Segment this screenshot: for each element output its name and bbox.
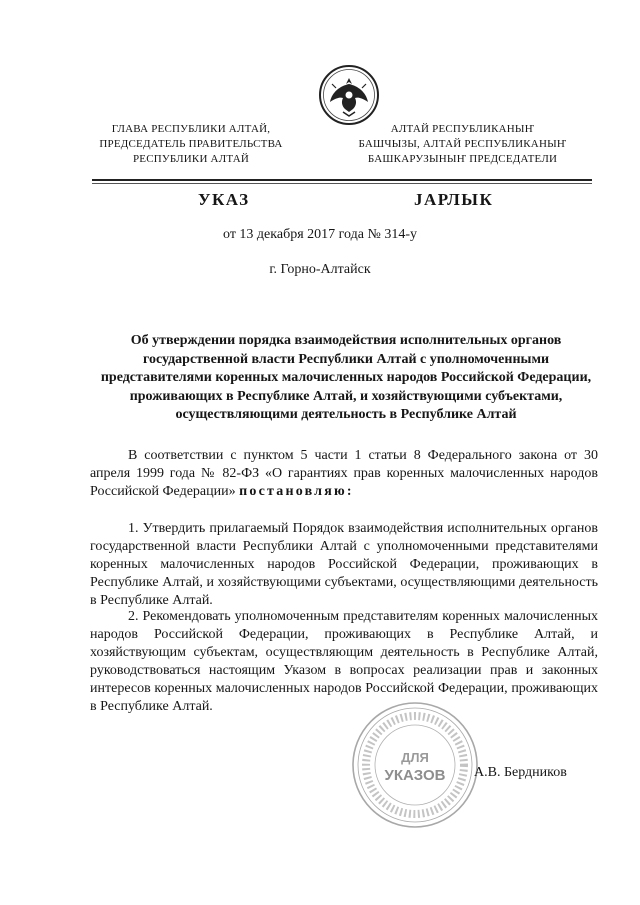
stamp-seal (350, 700, 480, 830)
header-right-block (330, 122, 595, 167)
header-divider-thin (92, 183, 592, 184)
signer-name: А.В. Бердников (474, 765, 567, 780)
item-1-paragraph: 1. Утвердить прилагаемый Порядок взаимодействия исполнительных органов государственной власти Республики Алтай с уполномоченными представителями коренных малочисленных народов Российской Федерации, проживающих в Республике Алтай, и хозяйствующими субъектами, осуществляющими деятельность в Республике Алтай. (90, 521, 598, 608)
stamp-text-line1: ДЛЯ (401, 750, 429, 765)
coat-of-arms-icon (318, 64, 380, 126)
preamble-decree: постановляю: (239, 484, 354, 499)
doc-date-number: от 13 декабря 2017 года № 314-у (223, 227, 417, 242)
header-right-line: БАШКАРУЗЫНЫҤ ПРЕДСЕДАТЕЛИ (367, 153, 558, 165)
doc-city: г. Горно-Алтайск (269, 262, 371, 277)
header-left-line: ГЛАВА РЕСПУБЛИКИ АЛТАЙ, (111, 123, 271, 135)
preamble-text: В соответствии с пунктом 5 части 1 статьи 8 Федерального закона от 30 апреля 1999 года № 82-ФЗ «О гарантиях прав коренных малочисленных народов Российской Федерации» (90, 448, 598, 499)
preamble-paragraph (90, 447, 598, 501)
stamp-text-line2: УКАЗОВ (384, 767, 446, 784)
header-left-line: ПРЕДСЕДАТЕЛЬ ПРАВИТЕЛЬСТВА (99, 138, 283, 150)
header-right-line: АЛТАЙ РЕСПУБЛИКАНЫҤ (390, 123, 535, 135)
header-divider-thick (92, 179, 592, 181)
header-left-block (60, 122, 322, 167)
header-left-line: РЕСПУБЛИКИ АЛТАЙ (132, 153, 250, 165)
item-2-paragraph: 2. Рекомендовать уполномоченным представителям коренных малочисленных народов Российской Федерации, проживающих в Республике Алтай, и хозяйствующим субъектам, осуществляющим деятельность в Республике Алтай, руководствоваться настоящим Указом в вопросах реализации прав и законных интересов коренных малочисленных народов Российской Федерации, проживающих в Республике Алтай. (90, 609, 598, 714)
doc-title: Об утверждении порядка взаимодействия исполнительных органов государственной власти Республики Алтай с уполномоченными представителями коренных малочисленных народов Российской Федерации, проживающих в Республике Алтай, и хозяйствующими субъектами, осуществляющими деятельность в Республике Алтай (100, 333, 592, 422)
header-right-line: БАШЧЫЗЫ, АЛТАЙ РЕСПУБЛИКАНЫҤ (358, 138, 567, 150)
doc-type-ru: УКАЗ (198, 190, 250, 209)
doc-type-alt: JАРЛЫК (414, 190, 494, 209)
